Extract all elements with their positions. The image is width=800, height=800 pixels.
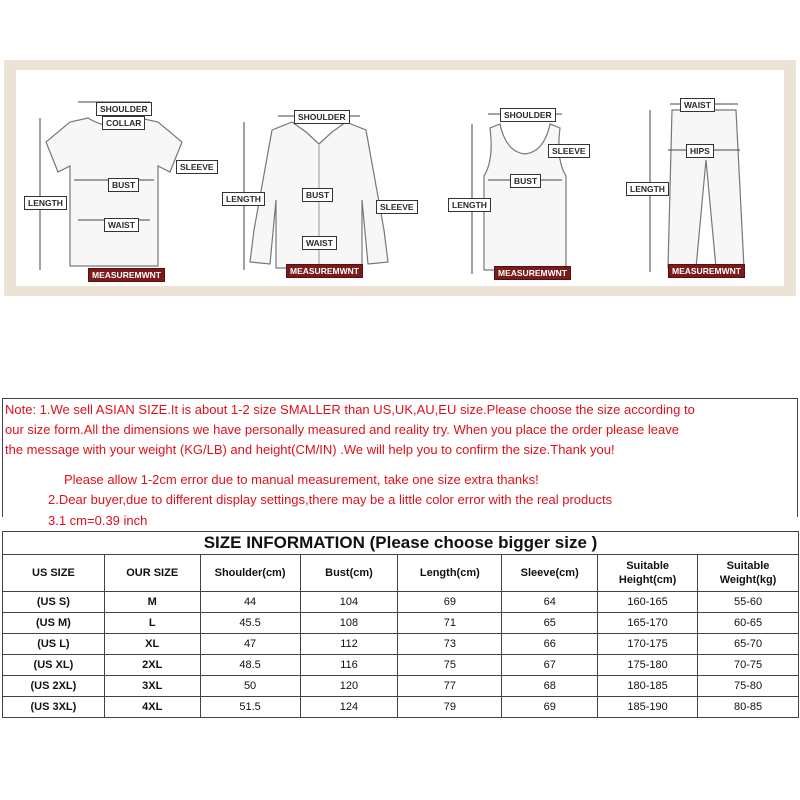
shirt-bust-label: BUST [302,188,333,202]
table-cell: 79 [398,697,502,718]
table-cell: XL [104,634,200,655]
pants-length-label: LENGTH [626,182,669,196]
diagram-area [16,70,784,286]
table-cell: 69 [398,592,502,613]
table-cell: 45.5 [200,613,300,634]
table-cell: 75 [398,655,502,676]
table-row [3,634,799,655]
header-bust: Bust(cm) [300,555,398,592]
table-cell: 55-60 [698,592,799,613]
table-cell: 77 [398,676,502,697]
shirt-measurement-label: MEASUREMWNT [286,264,363,278]
table-cell: 65-70 [698,634,799,655]
table-cell: 44 [200,592,300,613]
tshirt-length-label: LENGTH [24,196,67,210]
table-cell: 75-80 [698,676,799,697]
tshirt-shoulder-label: SHOULDER [96,102,152,116]
tshirt-waist-label: WAIST [104,218,139,232]
table-cell: 48.5 [200,655,300,676]
table-cell: (US XL) [3,655,105,676]
measurement-diagram-panel [4,60,796,296]
pants-measurement-label: MEASUREMWNT [668,264,745,278]
table-cell: 2XL [104,655,200,676]
tank-diagram [438,80,608,280]
table-cell: M [104,592,200,613]
table-cell: (US S) [3,592,105,613]
tshirt-measurement-label: MEASUREMWNT [88,268,165,282]
table-cell: (US 3XL) [3,697,105,718]
table-cell: 68 [502,676,598,697]
tshirt-diagram [18,80,214,280]
table-cell: 160-165 [598,592,698,613]
table-cell: (US M) [3,613,105,634]
pants-hips-label: HIPS [686,144,714,158]
table-row [3,613,799,634]
header-us-size: US SIZE [3,555,105,592]
size-table-body [3,592,799,718]
table-row [3,697,799,718]
tank-length-label: LENGTH [448,198,491,212]
shirt-shoulder-label: SHOULDER [294,110,350,124]
table-cell: 116 [300,655,398,676]
header-sleeve: Sleeve(cm) [502,555,598,592]
table-cell: 124 [300,697,398,718]
table-cell: (US 2XL) [3,676,105,697]
table-cell: 65 [502,613,598,634]
table-cell: 165-170 [598,613,698,634]
table-cell: 120 [300,676,398,697]
tank-shoulder-label: SHOULDER [500,108,556,122]
tank-bust-label: BUST [510,174,541,188]
table-cell: 70-75 [698,655,799,676]
table-cell: 185-190 [598,697,698,718]
table-cell: (US L) [3,634,105,655]
shirt-sleeve-label: SLEEVE [376,200,418,214]
header-our-size: OUR SIZE [104,555,200,592]
note-line-4: Please allow 1-2cm error due to manual measurement, take one size extra thanks! [64,472,539,487]
note-line-2: our size form.All the dimensions we have personally measured and reality try. When you place the order please leave [5,422,679,437]
size-table-header-row [3,555,799,592]
table-cell: 80-85 [698,697,799,718]
pants-waist-label: WAIST [680,98,715,112]
table-cell: 71 [398,613,502,634]
tank-measurement-label: MEASUREMWNT [494,266,571,280]
table-cell: 4XL [104,697,200,718]
table-cell: 73 [398,634,502,655]
size-table [2,531,799,718]
table-cell: 180-185 [598,676,698,697]
note-line-5: 2.Dear buyer,due to different display settings,there may be a little color error with the real products [48,492,613,507]
pants-diagram [620,80,780,280]
shirt-length-label: LENGTH [222,192,265,206]
table-cell: 175-180 [598,655,698,676]
table-cell: 50 [200,676,300,697]
shirt-diagram [214,80,424,280]
table-cell: 170-175 [598,634,698,655]
note-line-6: 3.1 cm=0.39 inch [48,513,148,528]
table-cell: 108 [300,613,398,634]
note-line-3: the message with your weight (KG/LB) and height(CM/IN) .We will help you to confirm the size.Thank you! [5,442,615,457]
tank-sleeve-label: SLEEVE [548,144,590,158]
table-cell: 66 [502,634,598,655]
note-line-1: Note: 1.We sell ASIAN SIZE.It is about 1-2 size SMALLER than US,UK,AU,EU size.Please choose the size according to [5,402,695,417]
header-length: Length(cm) [398,555,502,592]
table-cell: 51.5 [200,697,300,718]
shirt-waist-label: WAIST [302,236,337,250]
tshirt-collar-label: COLLAR [102,116,145,130]
table-row [3,676,799,697]
table-row [3,655,799,676]
table-cell: 69 [502,697,598,718]
size-table-title: SIZE INFORMATION (Please choose bigger size ) [3,532,799,555]
table-cell: 104 [300,592,398,613]
tshirt-sleeve-label: SLEEVE [176,160,218,174]
header-weight: Suitable Weight(kg) [698,555,799,592]
header-shoulder: Shoulder(cm) [200,555,300,592]
table-cell: 64 [502,592,598,613]
table-cell: 60-65 [698,613,799,634]
header-height: Suitable Height(cm) [598,555,698,592]
table-cell: 112 [300,634,398,655]
tshirt-bust-label: BUST [108,178,139,192]
table-cell: 47 [200,634,300,655]
table-row [3,592,799,613]
table-cell: L [104,613,200,634]
table-cell: 3XL [104,676,200,697]
table-cell: 67 [502,655,598,676]
